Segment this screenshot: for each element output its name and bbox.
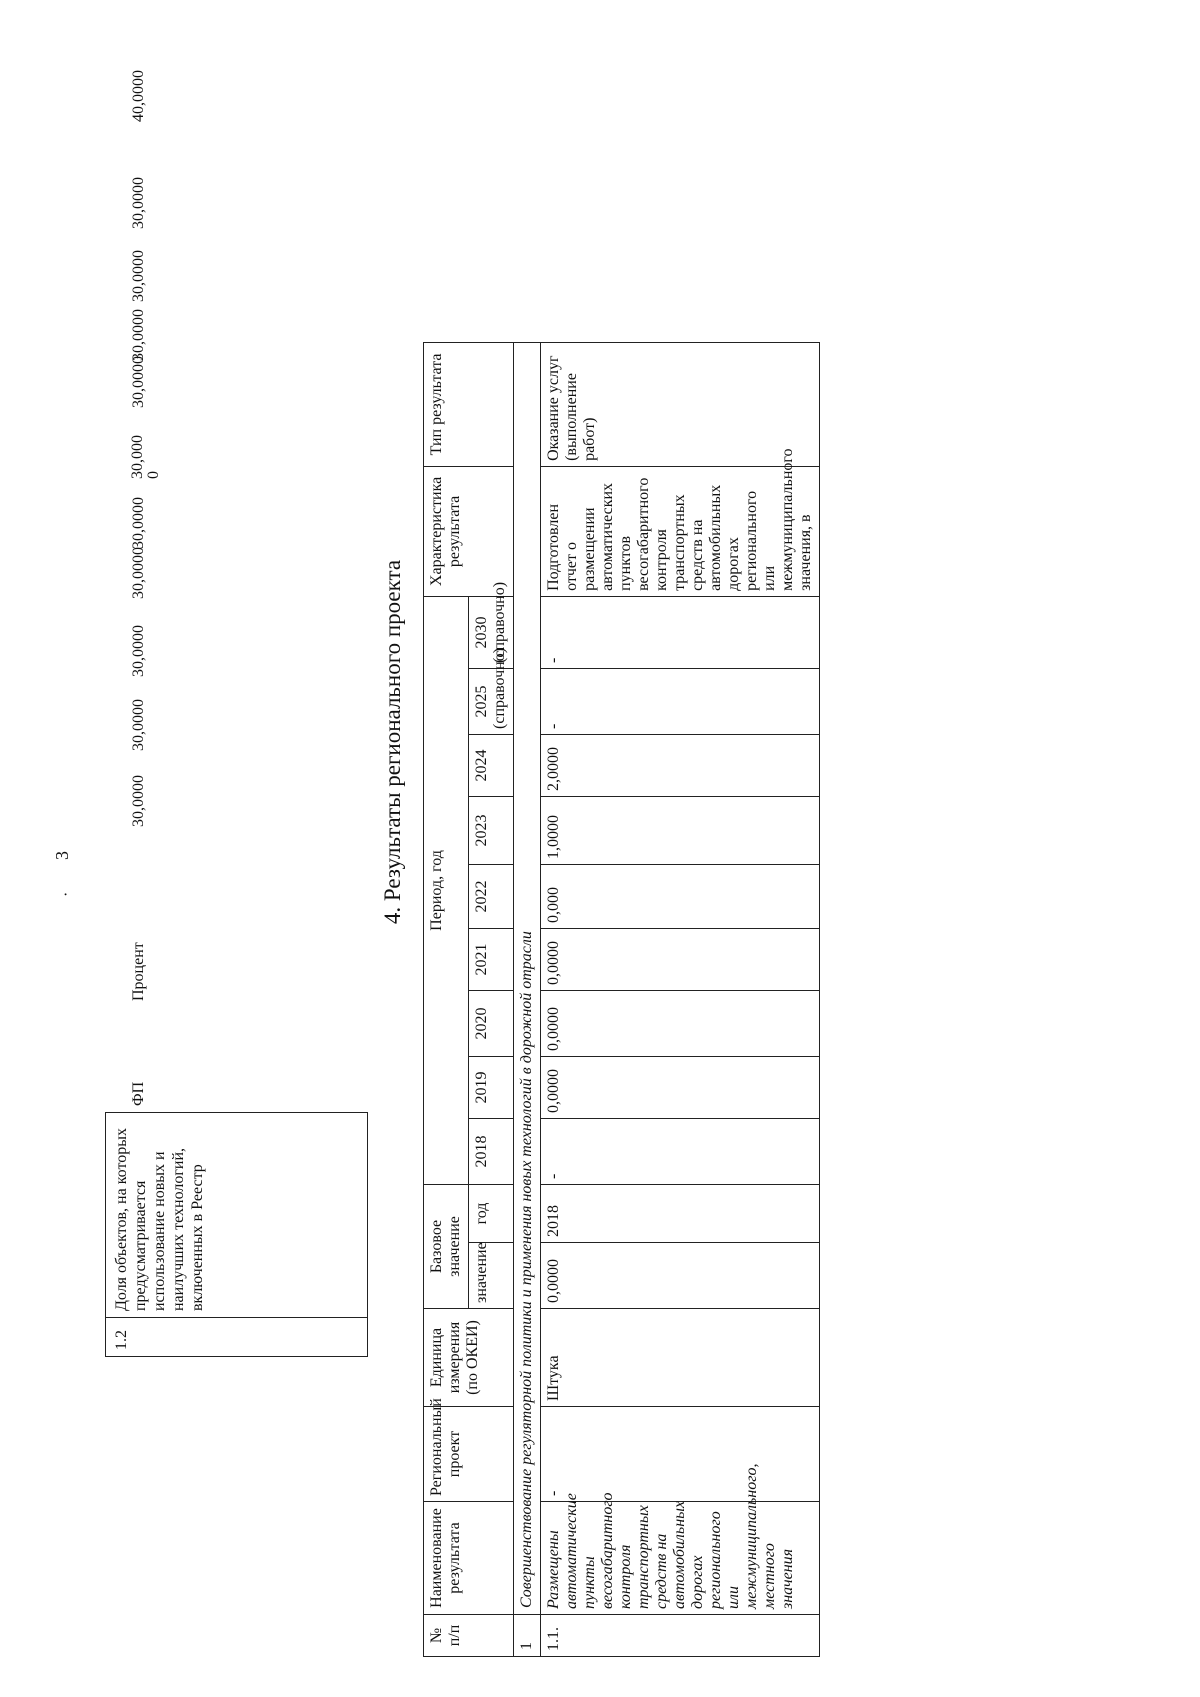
header-num: № п/п [424,1615,514,1657]
header-period: Период, год [424,596,469,1184]
section-text: Совершенствование регуляторной политики и применения новых технологий в дорожной отрасли [514,342,541,1614]
header-year: 2020 [469,990,514,1056]
header-year: 2023 [469,796,514,864]
header-year: 2021 [469,928,514,990]
row-year-value: 0,000 [541,864,820,928]
row-unit: Штука [541,1309,820,1407]
row-year-value: - [541,1118,820,1184]
row-year-value: 1,0000 [541,796,820,864]
header-year: 2022 [469,864,514,928]
row-year-value: 0,0000 [541,928,820,990]
header-type: Тип результата [424,342,514,466]
indicator-value: 30,000 0 [129,435,162,479]
indicator-unit: Процент [130,942,147,1001]
header-base-year: год [469,1184,514,1242]
row-year-value: 2,0000 [541,734,820,796]
header-year: 2024 [469,734,514,796]
header-year: 2019 [469,1056,514,1118]
indicator-table [105,1112,368,1357]
header-year: 2030 (справочно) [469,596,514,668]
header-row [424,342,469,1656]
header-year: 2018 [469,1118,514,1184]
scan-mark: · [58,891,75,897]
row-year-value: 0,0000 [541,990,820,1056]
row-year-value: 0,0000 [541,1056,820,1118]
indicator-value: 30,0000 [130,547,147,599]
row-year-value: - [541,596,820,668]
indicator-value: 30,0000 [130,497,147,549]
header-name: Наименование результата [424,1502,514,1615]
row-characteristic: Подготовлен отчет о размещении автоматических пунктов весогабаритного контроля транспортных средств на автомобильных дорогах регионального или межмуниципального значения, в [541,466,820,596]
section-heading: 4. Результаты регионального проекта [380,559,405,925]
section-row [514,342,541,1656]
header-year: 2025 (справочно) [469,668,514,734]
indicator-value: 30,0000 [130,625,147,677]
row-base-year: 2018 [541,1184,820,1242]
indicator-value: 30,0000 [130,356,147,408]
indicator-value: 30,0000 [130,775,147,827]
indicator-value: 30,0000 [130,177,147,229]
section-num: 1 [514,1615,541,1657]
row-base-value: 0,0000 [541,1243,820,1309]
page-number: 3 [52,851,72,860]
row-year-value: - [541,668,820,734]
indicator-number: 1.2 [106,1318,368,1357]
indicator-value: 30,0000 [130,309,147,361]
row-name: Размещены автоматические пункты весогабаритного контроля транспортных средств на автомобильных дорогах регионального или межмуниципального, местного значения [541,1502,820,1615]
row-type: Оказание услуг (выполнение работ) [541,342,820,466]
row-num: 1.1. [541,1615,820,1657]
header-base: Базовое значение [424,1184,469,1308]
indicator-value: 40,0000 [130,70,147,122]
table-row [541,342,820,1656]
header-regional: Региональный проект [424,1407,514,1502]
indicator-type: ФП [130,1081,147,1106]
row-regional: - [541,1407,820,1502]
indicator-name: Доля объектов, на которых предусматривается использование новых и наилучших технологий, включенных в Реестр [106,1113,368,1318]
indicator-value: 30,0000 [130,250,147,302]
header-unit: Единица измерения (по ОКЕИ) [424,1309,514,1407]
header-characteristic: Характеристика результата [424,466,514,596]
header-base-value: значение [469,1243,514,1309]
indicator-value: 30,0000 [130,699,147,751]
results-table [423,342,820,1657]
